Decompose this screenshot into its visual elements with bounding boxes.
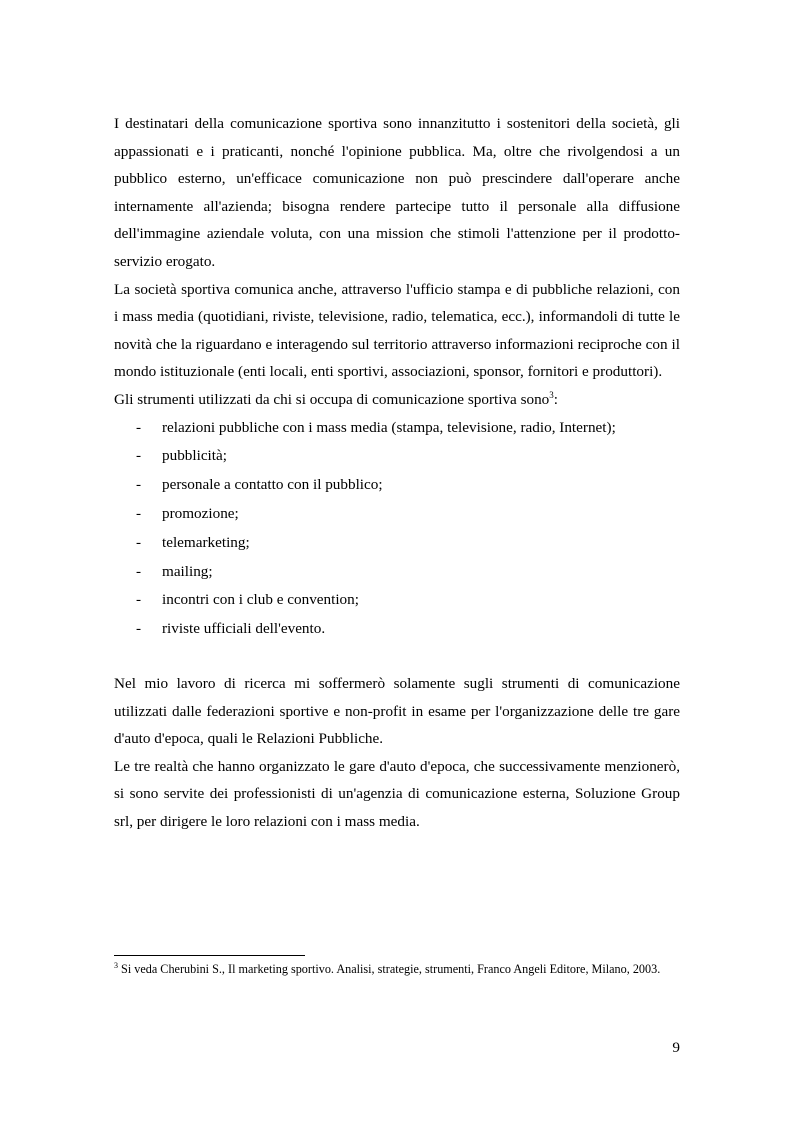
paragraph-press-office: La società sportiva comunica anche, attraverso l'ufficio stampa e di pubbliche relazioni, con i mass media (quotidiani, riviste, televisione, radio, telematica, ecc.), informandoli di tutte le novità che la riguardano e interagendo sul territorio attraverso informazioni reciproche con il mondo istituzionale (enti locali, enti sportivi, associazioni, sponsor, fornitori e produttori). [114,280,680,381]
footnote-separator [114,955,305,956]
list-item-text: incontri con i club e convention; [162,591,359,609]
list-item-text: telemarketing; [162,533,250,551]
list-dash: - [136,504,142,522]
list-item-text: relazioni pubbliche con i mass media (stampa, televisione, radio, Internet); [162,418,616,436]
list-item [114,414,680,443]
list-item [114,586,680,615]
list-dash: - [136,476,142,494]
list-item [114,442,680,471]
list-dash: - [136,591,142,609]
tools-list [114,414,680,644]
list-dash: - [136,620,142,638]
footnote-text: Si veda Cherubini S., Il marketing sportivo. Analisi, strategie, strumenti, Franco Angeli Editore, Milano, 2003. [118,962,661,976]
tools-intro-text: Gli strumenti utilizzati da chi si occupa di comunicazione sportiva sono [114,390,550,408]
list-item-text: promozione; [162,504,239,522]
list-item-text: personale a contatto con il pubblico; [162,476,383,494]
footnote-reference[interactable]: 3 [549,389,554,400]
list-item-text: pubblicità; [162,447,227,465]
paragraph-recipients: I destinatari della comunicazione sportiva sono innanzitutto i sostenitori della società, gli appassionati e i praticanti, nonché l'opinione pubblica. Ma, oltre che rivolgendosi a un pubblico esterno, un'efficace comunicazione non può prescindere dall'operare anche internamente all'azienda; bisogna rendere partecipe tutto il personale alla diffusione dell'immagine aziendale voluta, con una mission che stimoli l'attenzione per il prodotto-servizio erogato. [114,115,680,270]
paragraph-tools-intro [114,386,680,414]
list-dash: - [136,562,142,580]
list-item-text: mailing; [162,562,213,580]
list-item [114,500,680,529]
tools-intro-colon: : [553,390,558,408]
list-item-text: riviste ufficiali dell'evento. [162,620,326,638]
paragraph-agency: Le tre realtà che hanno organizzato le gare d'auto d'epoca, che successivamente menzionerò, si sono servite dei professionisti di un'agenzia di comunicazione esterna, Soluzione Group srl, per dirigere le loro relazioni con i mass media. [114,757,680,830]
page-number: 9 [672,1039,680,1056]
body-text [114,110,680,835]
list-dash: - [136,447,142,465]
paragraph-gap [114,644,680,670]
list-item [114,558,680,587]
list-item [114,471,680,500]
list-item [114,615,680,644]
paragraph-research-focus: Nel mio lavoro di ricerca mi soffermerò solamente sugli strumenti di comunicazione utilizzati dalle federazioni sportive e non-profit in esame per l'organizzazione delle tre gare d'auto d'epoca, quali le Relazioni Pubbliche. [114,674,680,748]
footnote-number: 3 [114,960,118,970]
list-dash: - [136,533,142,551]
list-dash: - [136,418,142,436]
list-item [114,529,680,558]
footnote [114,961,680,977]
